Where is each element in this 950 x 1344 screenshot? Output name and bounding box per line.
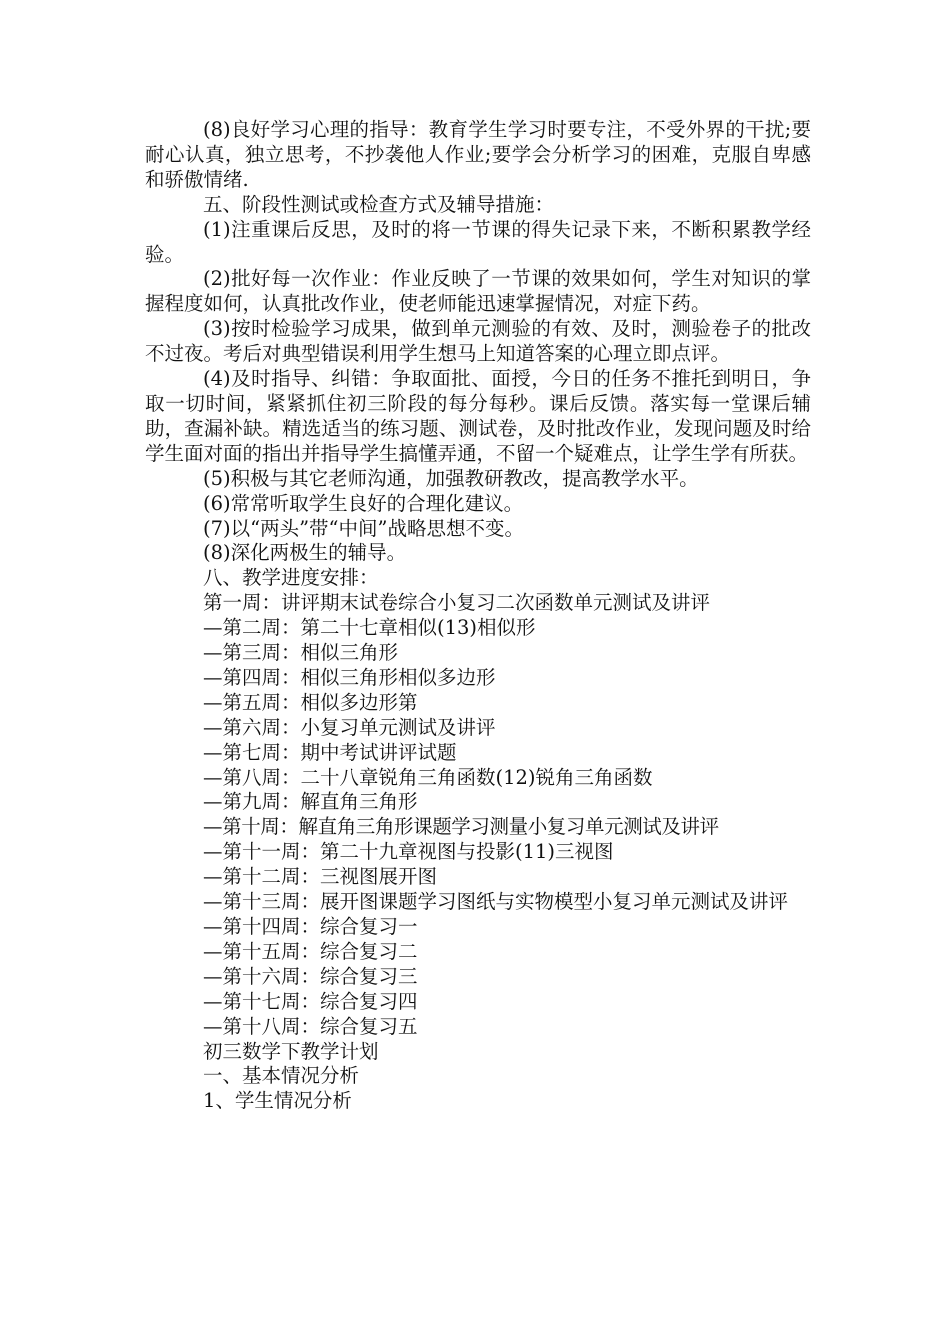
plan-title: 初三数学下教学计划 [203,1039,379,1063]
paragraph-measure-2: (2)批好每一次作业：作业反映了一节课的效果如何，学生对知识的掌握程度如何，认真批改作业，使老师能迅速掌握情况，对症下药。 [145,267,811,316]
paragraph-measure-7: (7)以“两头”带“中间”战略思想不变。 [203,516,524,540]
schedule-week-17: —第十七周：综合复习四 [203,989,418,1013]
paragraph-measure-8: (8)深化两极生的辅导。 [203,541,407,565]
schedule-week-4: —第四周：相似三角形相似多边形 [203,665,496,689]
schedule-week-5: —第五周：相似多边形第 [203,690,418,714]
schedule-week-6: —第六周：小复习单元测试及讲评 [203,715,496,739]
section-heading-5: 五、阶段性测试或检查方式及辅导措施： [203,192,555,216]
paragraph-measure-6: (6)常常听取学生良好的合理化建议。 [203,491,524,515]
schedule-week-8: —第八周：二十八章锐角三角函数(12)锐角三角函数 [203,765,653,789]
paragraph-measure-4: (4)及时指导、纠错：争取面批、面授，今日的任务不推托到明日，争取一切时间，紧紧抓住初三阶段的每分每秒。课后反馈。落实每一堂课后辅助，查漏补缺。精选适当的练习题、测试卷，及时批改作业，发现问题及时给学生面对面的指出并指导学生搞懂弄通，不留一个疑难点，让学生学有所获。 [145,367,811,465]
schedule-week-15: —第十五周：综合复习二 [203,939,418,963]
schedule-week-9: —第九周：解直角三角形 [203,790,418,814]
schedule-week-18: —第十八周：综合复习五 [203,1014,418,1038]
paragraph-guidance-8: (8)良好学习心理的指导：教育学生学习时要专注，不受外界的干扰;要耐心认真，独立思考，不抄袭他人作业;要学会分析学习的困难，克服自卑感和骄傲情绪. [145,118,811,191]
subsection-heading-1: 1、学生情况分析 [203,1089,352,1113]
schedule-week-16: —第十六周：综合复习三 [203,964,418,988]
schedule-week-12: —第十二周：三视图展开图 [203,865,438,889]
schedule-week-2: —第二周：第二十七章相似(13)相似形 [203,616,536,640]
section-heading-1: 一、基本情况分析 [203,1064,360,1088]
schedule-week-1: 第一周：讲评期末试卷综合小复习二次函数单元测试及讲评 [203,591,711,615]
document-body [145,118,811,1114]
paragraph-measure-1: (1)注重课后反思，及时的将一节课的得失记录下来，不断积累教学经验。 [145,217,811,266]
paragraph-measure-3: (3)按时检验学习成果，做到单元测验的有效、及时，测验卷子的批改不过夜。考后对典型错误利用学生想马上知道答案的心理立即点评。 [145,317,811,366]
schedule-week-14: —第十四周：综合复习一 [203,915,418,938]
schedule-week-7: —第七周：期中考试讲评试题 [203,740,457,764]
schedule-week-11: —第十一周：第二十九章视图与投影(11)三视图 [203,840,614,864]
schedule-week-13: —第十三周：展开图课题学习图纸与实物模型小复习单元测试及讲评 [203,890,789,914]
schedule-week-3: —第三周：相似三角形 [203,641,399,665]
schedule-week-10: —第十周：解直角三角形课题学习测量小复习单元测试及讲评 [203,815,719,839]
section-heading-8: 八、教学进度安排： [203,566,379,590]
paragraph-measure-5: (5)积极与其它老师沟通，加强教研教改，提高教学水平。 [203,466,699,490]
